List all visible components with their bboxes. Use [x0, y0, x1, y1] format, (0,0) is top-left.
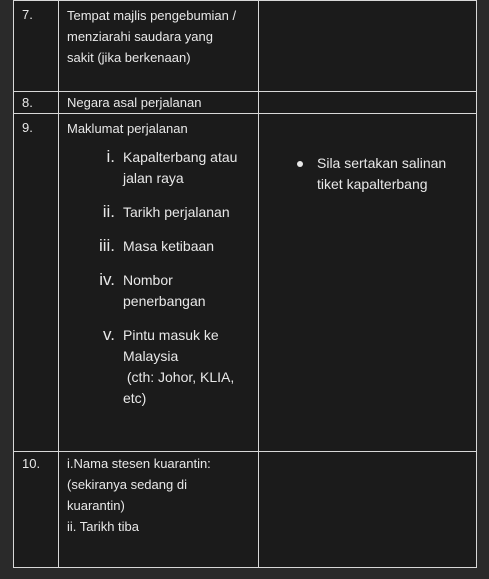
row-number: 10.: [14, 452, 59, 568]
list-item-text: [123, 202, 230, 223]
list-item-text: [123, 236, 214, 257]
list-item-text: [123, 325, 234, 409]
row-label-line: menziarahi saudara yang: [67, 29, 213, 44]
text-line: Pintu masuk ke: [123, 327, 219, 343]
table-row-9: [14, 114, 477, 452]
answer-cell[interactable]: [259, 1, 477, 92]
text-line: (cth: Johor, KLIA,: [123, 369, 235, 385]
row-label: [59, 114, 259, 452]
travel-info-list: [67, 147, 250, 409]
bullet-icon: [297, 161, 303, 167]
list-item: [67, 202, 250, 223]
answer-cell[interactable]: [259, 452, 477, 568]
row-label-line: kuarantin): [67, 498, 125, 513]
note-text: [317, 153, 446, 195]
row-label: [59, 1, 259, 92]
form-table: [13, 0, 477, 568]
text-line: penerbangan: [123, 293, 206, 309]
note-bullet: [259, 153, 476, 195]
roman-numeral: i.: [106, 147, 115, 166]
table-row-8: [14, 92, 477, 114]
row-label: [59, 452, 259, 568]
row-label-line: (sekiranya sedang di: [67, 477, 187, 492]
text-line: tiket kapalterbang: [317, 176, 428, 192]
list-item-text: [123, 270, 206, 312]
row-label-line: sakit (jika berkenaan): [67, 50, 191, 65]
text-line: Tarikh perjalanan: [123, 204, 230, 220]
row-label: Negara asal perjalanan: [59, 92, 259, 114]
roman-numeral: v.: [103, 325, 115, 344]
text-line: etc): [123, 390, 147, 406]
answer-cell[interactable]: [259, 92, 477, 114]
roman-numeral: ii.: [102, 202, 115, 221]
list-item: [67, 325, 250, 409]
row-number: 7.: [14, 1, 59, 92]
text-line: Masa ketibaan: [123, 238, 215, 254]
text-line: Nombor: [123, 272, 173, 288]
row-number: 9.: [14, 114, 59, 452]
list-item: [67, 236, 250, 257]
text-line: jalan raya: [123, 170, 184, 186]
row-label-line: ii. Tarikh tiba: [67, 519, 140, 534]
text-line: Kapalterbang atau: [123, 149, 238, 165]
text-line: Sila sertakan salinan: [317, 155, 447, 171]
row-label-line: i.Nama stesen kuarantin:: [67, 456, 211, 471]
table-row-7: [14, 1, 477, 92]
text-line: Malaysia: [123, 348, 179, 364]
list-item: [67, 147, 250, 189]
list-item-text: [123, 147, 237, 189]
row-number: 8.: [14, 92, 59, 114]
list-item: [67, 270, 250, 312]
section-heading: Maklumat perjalanan: [67, 121, 188, 136]
row-label-line: Tempat majlis pengebumian /: [67, 8, 237, 23]
roman-numeral: iii.: [98, 236, 115, 255]
answer-cell[interactable]: [259, 114, 477, 452]
roman-numeral: iv.: [99, 270, 115, 289]
table-row-10: [14, 452, 477, 568]
